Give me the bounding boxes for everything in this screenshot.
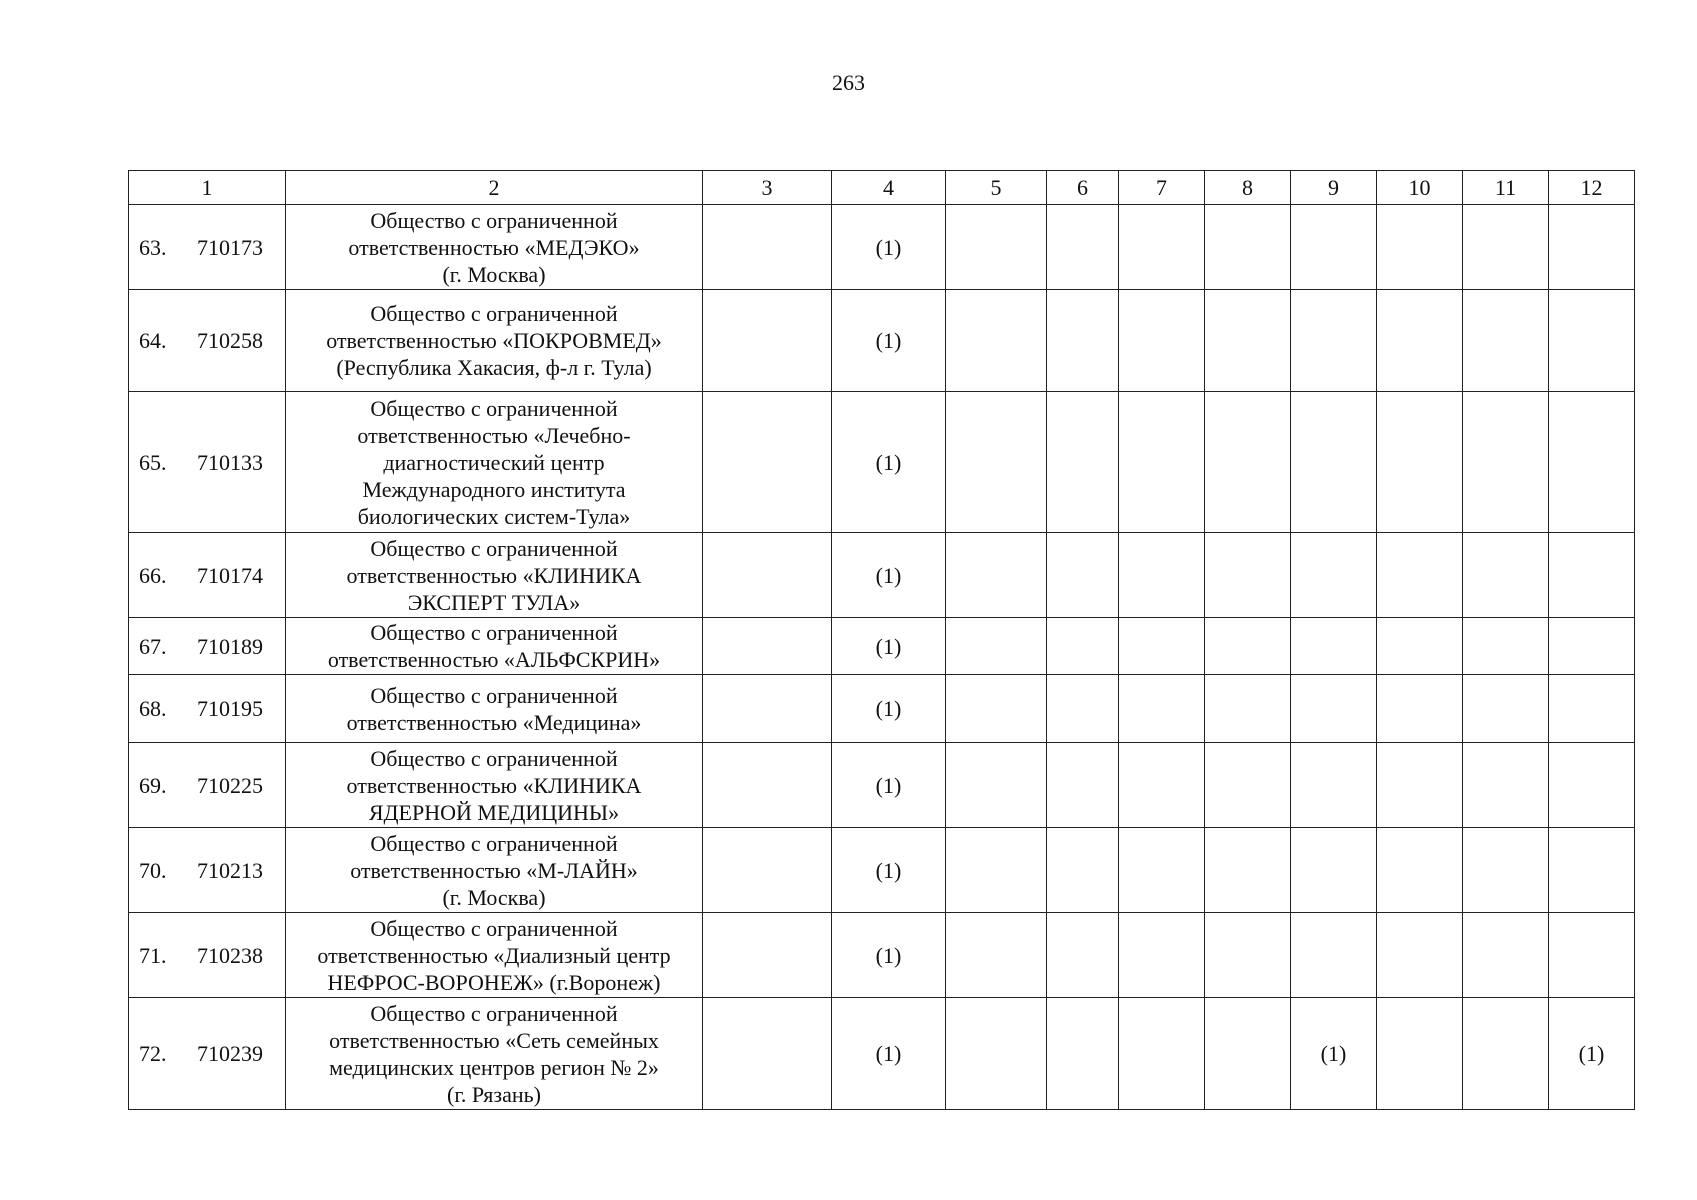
value-cell — [703, 675, 832, 743]
value-cell — [1047, 392, 1119, 533]
value-cell — [1377, 290, 1463, 392]
organization-name-line: медицинских центров регион № 2» — [329, 1054, 659, 1080]
value-cell — [1377, 828, 1463, 913]
row-index: 68. — [139, 696, 167, 721]
value-cell — [1119, 913, 1205, 998]
organization-name-line: Общество с ограниченной — [370, 745, 618, 771]
row-number-cell — [129, 392, 286, 533]
value-cell — [1119, 392, 1205, 533]
value-cell — [1463, 205, 1549, 290]
column-header: 11 — [1463, 171, 1549, 205]
value-cell — [1463, 533, 1549, 618]
value-cell — [1377, 743, 1463, 828]
page-number: 263 — [832, 70, 865, 95]
value-cell — [703, 828, 832, 913]
registry-table — [128, 170, 1635, 1110]
organization-name-line: Общество с ограниченной — [370, 915, 618, 941]
value-cell: (1) — [832, 675, 946, 743]
value-cell — [1119, 743, 1205, 828]
value-cell: (1) — [832, 290, 946, 392]
value-cell — [1549, 205, 1635, 290]
organization-name-line: Общество с ограниченной — [370, 620, 618, 645]
value-cell — [1047, 743, 1119, 828]
organization-name-line: (Республика Хакасия, ф-л г. Тула) — [336, 355, 652, 380]
table-row — [129, 998, 1635, 1110]
value-cell — [946, 828, 1047, 913]
value-cell — [946, 913, 1047, 998]
value-cell — [1377, 533, 1463, 618]
row-index: 70. — [139, 857, 167, 883]
value-cell — [1047, 675, 1119, 743]
value-cell — [1205, 998, 1291, 1110]
organization-name-line: (г. Рязань) — [447, 1081, 541, 1107]
value-cell — [1549, 392, 1635, 533]
value-cell — [1549, 533, 1635, 618]
organization-name-cell — [286, 205, 703, 290]
value-cell — [1047, 828, 1119, 913]
value-cell — [1463, 290, 1549, 392]
organization-name-line: Общество с ограниченной — [370, 682, 618, 708]
organization-name-line: ответственностью «КЛИНИКА — [346, 772, 642, 798]
value-cell — [1291, 913, 1377, 998]
header-row — [129, 171, 1635, 205]
table-row — [129, 290, 1635, 392]
column-header: 1 — [129, 171, 286, 205]
value-cell: (1) — [832, 743, 946, 828]
table-row — [129, 743, 1635, 828]
row-code: 710189 — [197, 633, 263, 659]
value-cell: (1) — [1291, 998, 1377, 1110]
value-cell — [1377, 998, 1463, 1110]
value-cell — [1047, 618, 1119, 675]
organization-name-line: ЯДЕРНОЙ МЕДИЦИНЫ» — [368, 799, 620, 825]
organization-name-line: ответственностью «Лечебно- — [357, 422, 631, 448]
row-code: 710213 — [197, 857, 263, 883]
value-cell — [1463, 998, 1549, 1110]
row-number-cell — [129, 743, 286, 828]
organization-name-line: Общество с ограниченной — [370, 207, 618, 233]
value-cell — [1047, 998, 1119, 1110]
value-cell — [1377, 392, 1463, 533]
table-row — [129, 533, 1635, 618]
organization-name-line: ответственностью «Медицина» — [346, 709, 642, 735]
row-number-cell — [129, 205, 286, 290]
row-code: 710225 — [197, 772, 263, 798]
row-number-cell — [129, 913, 286, 998]
column-header: 12 — [1549, 171, 1635, 205]
value-cell — [1463, 913, 1549, 998]
value-cell — [1377, 618, 1463, 675]
value-cell: (1) — [832, 205, 946, 290]
table-row — [129, 392, 1635, 533]
organization-name-line: Общество с ограниченной — [370, 301, 618, 326]
value-cell — [1291, 205, 1377, 290]
organization-name-line: ответственностью «АЛЬФСКРИН» — [327, 647, 661, 672]
value-cell: (1) — [832, 828, 946, 913]
table-row — [129, 618, 1635, 675]
value-cell — [1463, 618, 1549, 675]
value-cell — [946, 533, 1047, 618]
value-cell — [1047, 913, 1119, 998]
value-cell — [946, 290, 1047, 392]
value-cell — [1047, 533, 1119, 618]
value-cell — [703, 533, 832, 618]
value-cell — [1463, 743, 1549, 828]
value-cell — [946, 998, 1047, 1110]
value-cell — [1205, 913, 1291, 998]
value-cell — [1119, 205, 1205, 290]
organization-name-cell — [286, 533, 703, 618]
value-cell — [1205, 205, 1291, 290]
value-cell — [1205, 290, 1291, 392]
row-index: 63. — [139, 234, 167, 260]
column-header: 2 — [286, 171, 703, 205]
value-cell: (1) — [832, 392, 946, 533]
organization-name-line: ответственностью «КЛИНИКА — [346, 562, 642, 588]
organization-name-line: ответственностью «МЕДЭКО» — [348, 234, 640, 260]
row-index: 66. — [139, 562, 167, 588]
value-cell — [1047, 290, 1119, 392]
table-row — [129, 913, 1635, 998]
organization-name-line: ответственностью «М-ЛАЙН» — [350, 857, 638, 883]
row-number-cell — [129, 618, 286, 675]
column-header: 9 — [1291, 171, 1377, 205]
value-cell: (1) — [832, 913, 946, 998]
value-cell — [946, 675, 1047, 743]
row-code: 710258 — [197, 328, 263, 353]
value-cell — [1291, 675, 1377, 743]
value-cell — [1549, 743, 1635, 828]
organization-name-line: (г. Москва) — [442, 884, 546, 910]
row-code: 710133 — [197, 449, 263, 475]
row-code: 710195 — [197, 696, 263, 721]
organization-name-cell — [286, 828, 703, 913]
column-header: 8 — [1205, 171, 1291, 205]
organization-name-cell — [286, 618, 703, 675]
value-cell — [1119, 828, 1205, 913]
value-cell — [1205, 828, 1291, 913]
row-number-cell — [129, 290, 286, 392]
value-cell — [1291, 290, 1377, 392]
organization-name-line: ответственностью «ПОКРОВМЕД» — [326, 328, 662, 353]
row-number-cell — [129, 533, 286, 618]
value-cell: (1) — [832, 998, 946, 1110]
organization-name-cell — [286, 675, 703, 743]
value-cell — [1119, 998, 1205, 1110]
row-number-cell — [129, 998, 286, 1110]
value-cell — [1119, 533, 1205, 618]
organization-name-line: ответственностью «Сеть семейных — [329, 1027, 659, 1053]
value-cell — [1463, 392, 1549, 533]
organization-name-line: (г. Москва) — [442, 261, 546, 287]
organization-name-cell — [286, 913, 703, 998]
value-cell — [1291, 392, 1377, 533]
value-cell — [1377, 675, 1463, 743]
value-cell — [1119, 290, 1205, 392]
value-cell — [1205, 618, 1291, 675]
column-header: 6 — [1047, 171, 1119, 205]
value-cell — [1205, 533, 1291, 618]
value-cell — [703, 290, 832, 392]
organization-name-line: ответственностью «Диализный центр — [317, 942, 671, 968]
organization-name-cell — [286, 743, 703, 828]
value-cell — [1549, 675, 1635, 743]
organization-name-cell — [286, 998, 703, 1110]
value-cell — [703, 618, 832, 675]
value-cell — [946, 618, 1047, 675]
organization-name-line: Общество с ограниченной — [370, 1000, 618, 1026]
organization-name-line: Общество с ограниченной — [370, 535, 618, 561]
row-index: 64. — [139, 328, 167, 353]
table-row — [129, 675, 1635, 743]
value-cell — [1205, 675, 1291, 743]
organization-name-line: Общество с ограниченной — [370, 395, 618, 421]
row-number-cell — [129, 675, 286, 743]
table-body — [129, 171, 1635, 1110]
value-cell — [703, 743, 832, 828]
value-cell — [1291, 828, 1377, 913]
value-cell — [703, 998, 832, 1110]
value-cell — [1205, 392, 1291, 533]
organization-name-cell — [286, 392, 703, 533]
row-index: 69. — [139, 772, 167, 798]
value-cell — [1119, 618, 1205, 675]
table-row — [129, 205, 1635, 290]
organization-name-line: Общество с ограниченной — [370, 830, 618, 856]
row-index: 72. — [139, 1041, 167, 1066]
organization-name-line: Международного института — [362, 476, 626, 502]
row-code: 710238 — [197, 942, 263, 968]
value-cell — [703, 913, 832, 998]
value-cell: (1) — [832, 533, 946, 618]
organization-name-line: биологических систем-Тула» — [357, 503, 631, 529]
value-cell — [1047, 205, 1119, 290]
value-cell — [1205, 743, 1291, 828]
organization-name-line: ЭКСПЕРТ ТУЛА» — [407, 589, 581, 615]
row-index: 65. — [139, 449, 167, 475]
value-cell — [946, 205, 1047, 290]
value-cell — [1549, 828, 1635, 913]
column-header: 3 — [703, 171, 832, 205]
value-cell — [1549, 290, 1635, 392]
value-cell — [1291, 743, 1377, 828]
value-cell — [1463, 675, 1549, 743]
value-cell — [703, 392, 832, 533]
column-header: 5 — [946, 171, 1047, 205]
row-code: 710173 — [197, 234, 263, 260]
row-number-cell — [129, 828, 286, 913]
value-cell — [1549, 913, 1635, 998]
value-cell — [1377, 205, 1463, 290]
organization-name-line: НЕФРОС-ВОРОНЕЖ» (г.Воронеж) — [327, 969, 661, 995]
row-code: 710174 — [197, 562, 263, 588]
value-cell: (1) — [1549, 998, 1635, 1110]
column-header: 4 — [832, 171, 946, 205]
value-cell: (1) — [832, 618, 946, 675]
organization-name-line: диагностический центр — [383, 449, 605, 475]
row-code: 710239 — [197, 1041, 263, 1066]
row-index: 71. — [139, 942, 167, 968]
value-cell — [1119, 675, 1205, 743]
column-header: 10 — [1377, 171, 1463, 205]
value-cell — [946, 392, 1047, 533]
value-cell — [1291, 533, 1377, 618]
value-cell — [703, 205, 832, 290]
column-header: 7 — [1119, 171, 1205, 205]
organization-name-cell — [286, 290, 703, 392]
table-row — [129, 828, 1635, 913]
value-cell — [1377, 913, 1463, 998]
value-cell — [1291, 618, 1377, 675]
value-cell — [946, 743, 1047, 828]
row-index: 67. — [139, 633, 167, 659]
value-cell — [1463, 828, 1549, 913]
value-cell — [1549, 618, 1635, 675]
